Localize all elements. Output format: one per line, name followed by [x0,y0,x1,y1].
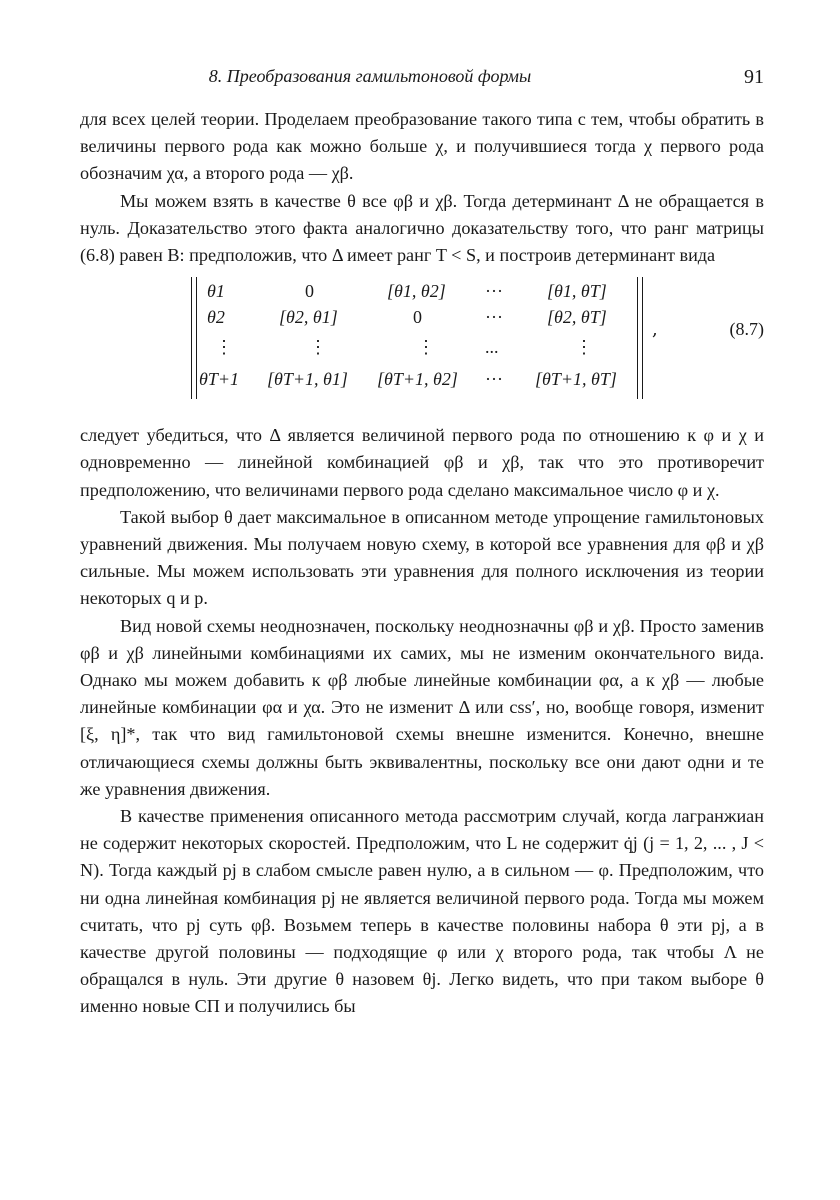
det-cell-r3c4: ... [485,337,499,358]
paragraph-5: Вид новой схемы неоднозначен, поскольку неоднозначны φβ и χβ. Просто заменив φβ и χβ линейными комбинациями их самих, мы не изменим окончательного вида. Однако мы можем добавить к φβ любые линейные комбинации φα, а к χβ — любые линейные комбинации φα и χα. Это не изменит Δ или css′, но, вообще говоря, изменит [ξ, η]*, так что вид гамильтоновой схемы внешне изменится. Конечно, внешне отличающиеся схемы должны быть эквивалентны, поскольку все они дают одни и те же уравнения движения. [80,615,764,799]
determinant-trailing-comma: , [652,319,658,341]
det-cell-r2c4: ··· [485,307,503,328]
paragraph-4: Такой выбор θ дает максимальное в описанном методе упрощение гамильтоновых уравнений движения. Мы получаем новую схему, в которой все уравнения для φβ и χβ сильные. Мы можем использовать эти уравнения для полного исключения из теории некоторых q и p. [80,506,764,609]
det-cell-r1c5: [θ1, θT] [547,281,607,302]
det-cell-r3c3: ⋮ [417,337,435,358]
det-cell-r3c1: ⋮ [215,337,233,358]
det-cell-r1c1: θ1 [207,281,225,302]
det-cell-r3c5: ⋮ [575,337,593,358]
det-cell-r1c4: ··· [485,281,503,302]
det-cell-r1c2: 0 [305,281,314,302]
det-cell-r3c2: ⋮ [309,337,327,358]
equation-number: (8.7) [729,319,764,340]
det-cell-r2c3: 0 [413,307,422,328]
det-cell-r4c5: [θT+1, θT] [535,369,617,390]
det-cell-r2c2: [θ2, θ1] [279,307,338,328]
det-cell-r2c1: θ2 [207,307,225,328]
det-cell-r1c3: [θ1, θ2] [387,281,446,302]
det-cell-r4c1: θT+1 [199,369,239,390]
running-title: 8. Преобразования гамильтоновой формы [208,66,532,86]
determinant-bar-left [191,277,192,399]
determinant-formula [80,275,764,420]
paragraph-3: следует убедиться, что Δ является величиной первого рода по отношению к φ и χ и одновременно — линейной комбинацией φβ и χβ, так что это противоречит предположению, что величинами первого рода сделано максимальное число φ и χ. [80,425,764,500]
det-cell-r4c3: [θT+1, θ2] [377,369,458,390]
paragraph-1: для всех целей теории. Проделаем преобразование такого типа с тем, чтобы обратить в величины первого рода как можно больше χ, и получившиеся тогда χ первого рода обозначим χα, а второго рода — χβ. [80,109,764,184]
paragraph-2: Мы можем взять в качестве θ все φβ и χβ. Тогда детерминант Δ не обращается в нуль. Доказательство этого факта аналогично доказательству того, что ранг матрицы (6.8) равен B: предположив, что Δ имеет ранг T < S, и построив детерминант вида [80,190,764,266]
determinant-bar-right [642,277,643,399]
page-number: 91 [744,66,764,88]
det-cell-r2c5: [θ2, θT] [547,307,607,328]
running-head [80,66,764,90]
det-cell-r4c4: ··· [485,369,503,390]
det-cell-r4c2: [θT+1, θ1] [267,369,348,390]
paragraph-6: В качестве применения описанного метода рассмотрим случай, когда лагранжиан не содержит некоторых скоростей. Предположим, что L не содержит q̇j (j = 1, 2, ... , J < N). Тогда каждый pj в слабом смысле равен нулю, а в сильном — φ. Предположим, что ни одна линейная комбинация pj не является величиной первого рода. Тогда мы можем считать, что pj суть φβ. Возьмем теперь в качестве половины набора θ эти pj, а в качестве другой половины — подходящие φ или χ второго рода, так чтобы Λ не обращался в нуль. Эти другие θ назовем θj. Легко видеть, что при таком выборе θ именно новые СП и получились бы [80,806,764,1017]
body-text [80,106,764,1021]
determinant-matrix [196,277,638,399]
